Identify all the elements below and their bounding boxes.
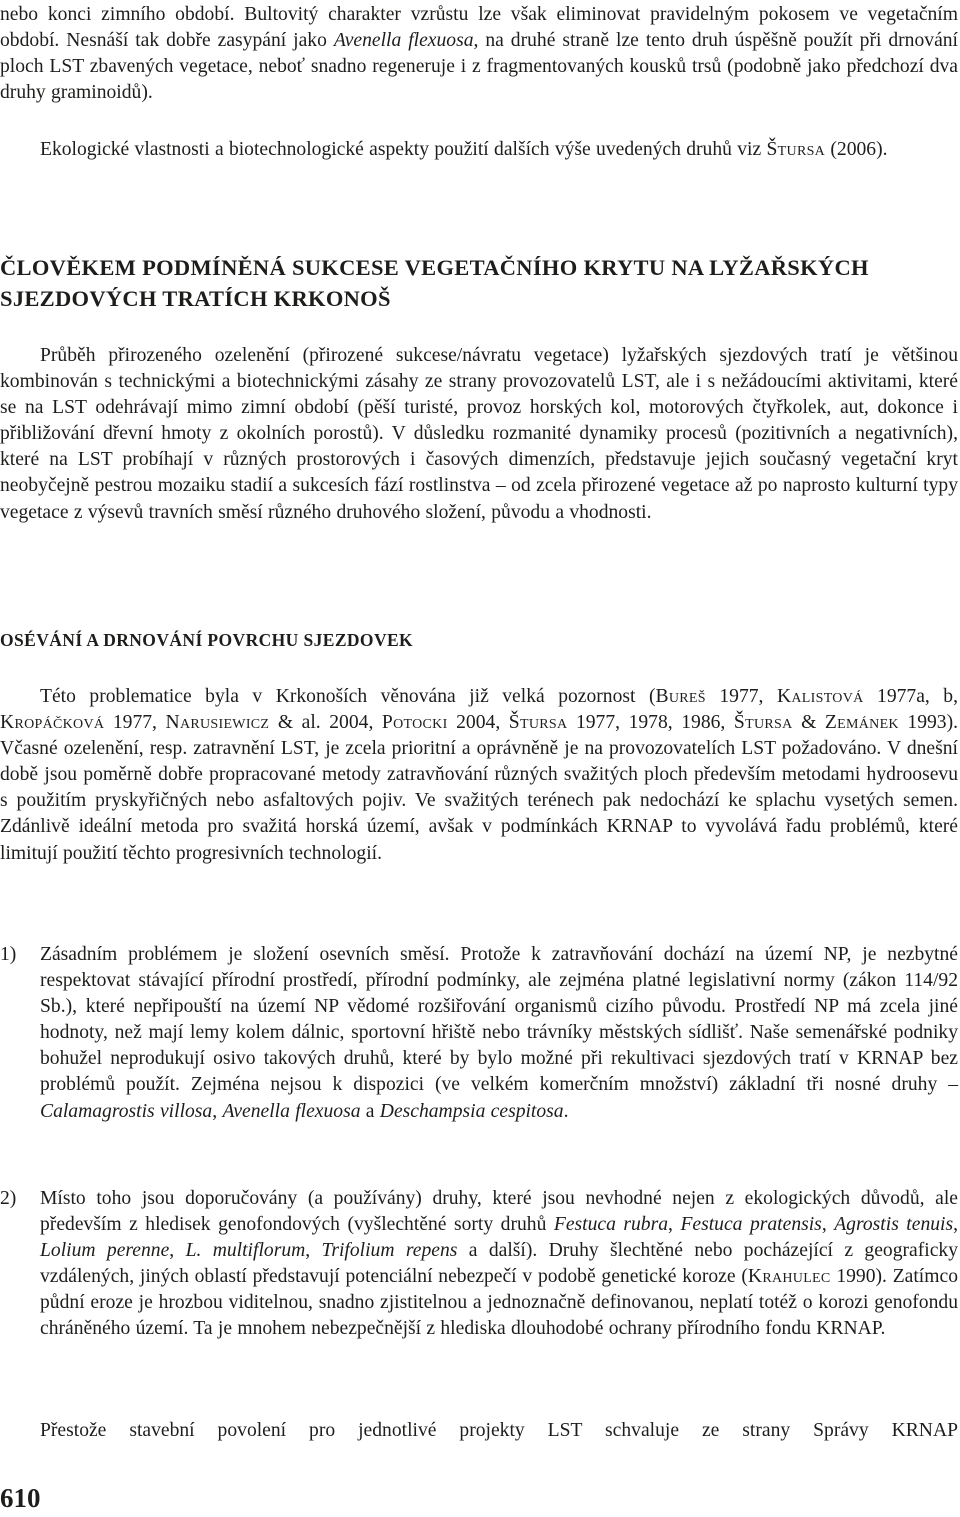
italic-text: Agrostis tenuis [834, 1214, 954, 1236]
list-item-text [40, 942, 958, 1125]
text-run: & [792, 712, 825, 734]
list-item-text [40, 1186, 958, 1343]
author-name: Kropáčková [0, 712, 105, 734]
list-item-number: 2) [0, 1188, 17, 1209]
text-run: Průběh přirozeného ozelenění (přirozené sukcese/návratu vegetace) lyžařských sjezdových tratí je většinou kombinován s technickými a biotechnickými zásahy ze strany provozovatelů LST, ale i s nežádoucími aktivitami, které se na LST odehrávají mimo zimní období (pěší turisté, provoz horských kol, motorových čtyřkolek, aut, dokonce i přibližování dřevní hmoty z okolních porostů). V důsledku rozmanité dynamiky procesů (pozitivních a negativních), které na LST probíhají v různých prostorových i časových dimenzích, představuje jejich současný vegetační kryt neobyčejně pestrou mozaiku stadií a sukcesích fází rostlinstva – od zcela přirozené vegetace až po naprosto kulturní typy vegetace z výsevů travních směsí různého druhového složení, původu a vhodnosti. [0, 345, 958, 523]
author-name: Štursa [508, 712, 568, 734]
italic-text: L. multiflorum [185, 1240, 306, 1262]
text-run: , [953, 1214, 959, 1236]
italic-text: Deschampsia cespitosa [379, 1100, 564, 1122]
italic-text: Festuca rubra [553, 1214, 669, 1236]
author-name: Zemánek [824, 712, 899, 734]
text-run: , [821, 1214, 835, 1236]
continuation-paragraph: Přestože stavební povolení pro jednotlivé projekty LST schvaluje ze strany Správy KRNAP [40, 1420, 958, 1441]
italic-text: Festuca pratensis [680, 1214, 822, 1236]
text-run: 1977, 1978, 1986, [567, 712, 734, 734]
section-paragraph-1 [0, 343, 958, 526]
author-name: Kalistová [776, 686, 864, 707]
text-run: Ekologické vlastnosti a biotechnologické aspekty použití dalších výše uvedených druhů viz [40, 139, 767, 160]
author-name: Štursa [766, 139, 826, 160]
italic-text: Lolium perenne [40, 1240, 170, 1262]
text-run: Této problematice byla v Krkonoších věnována již velká pozornost ( [40, 686, 656, 707]
text-run: (2006). [825, 139, 888, 160]
text-run: 1977, [104, 712, 166, 734]
author-name: Narusiewicz [165, 712, 270, 734]
text-run: , [305, 1240, 322, 1262]
text-run: Místo toho jsou doporučovány (a používány) druhy, které jsou nevhodné nejen z ekologických důvodů, ale především z hledisek genofondových (vyšlechtěné sorty druhů [40, 1188, 958, 1236]
subsection-paragraph-1 [0, 684, 958, 867]
italic-text: Avenella flexuosa [333, 30, 474, 52]
italic-text: Calamagrostis villosa [40, 1100, 213, 1122]
author-name: Štursa [733, 712, 793, 734]
text-run: 1977a, b, [863, 686, 959, 707]
text-run: nebo konci zimního období. Bultovitý charakter vzrůstu lze však eliminovat pravidelným pokosem ve vegetačním období. Nesnáší tak dobře zasypání jako [0, 4, 958, 52]
text-run: 1990). Zatímco půdní eroze je hrozbou viditelnou, snadno zjistitelnou a jednoznačně definovanou, neplatí totéž o korozi genofondu chráněného území. Ta je mnohem nebezpečnější z hlediska dlouhodobé ochrany přírodního fondu KRNAP. [40, 1266, 958, 1340]
intro-paragraph-1 [0, 2, 958, 106]
text-run: 1993). Včasné ozelenění, resp. zatravnění LST, je zcela prioritní a oprávněně je na provozovatelích LST požadováno. V dnešní době jsou poměrně dobře propracované metody zatravňování různých svažitých ploch především metodami hydroosevu s použitím pryskyřičných nebo asfaltových pojiv. Ve svažitých terénech pak nedochází ke splachu vysetých semen. Zdánlivě ideální metoda pro svažitá horská území, avšak v podmínkách KRNAP to vyvolává řadu problémů, které limitují použití těchto progresivních technologií. [0, 712, 959, 864]
subsection-heading: OSÉVÁNÍ A DRNOVÁNÍ POVRCHU SJEZDOVEK [0, 630, 414, 650]
author-name: Bureš [655, 686, 706, 707]
intro-paragraph-2 [0, 137, 958, 163]
section-heading: ČLOVĚKEM PODMÍNĚNÁ SUKCESE VEGETAČNÍHO KRYTU NA LYŽAŘSKÝCH SJEZDOVÝCH TRATÍCH KRKONOŠ [0, 255, 869, 311]
text-run: Zásadním problémem je složení osevních směsí. Protože k zatravňování dochází na území NP, je nezbytné respektovat stávající přírodní prostředí, přírodní podmínky, ale zejména platné legislativní normy (zákon 114/92 Sb.), které nepřipouští na území NP vědomé rozšiřování organismů cizího původu. Prostředí NP má zcela jiné hodnoty, než mají lemy kolem dálnic, sportovní hřiště nebo trávníky městských sídlišť. Naše semenářské podniky bohužel neprodukují osivo takových druhů, které by bylo možné při rekultivaci sjezdových tratí v KRNAP bez problémů použít. Zejména nejsou k dispozici (ve velkém komerčním množství) základní tři nosné druhy – [40, 944, 958, 1096]
author-name: Krahulec [747, 1266, 831, 1288]
text-run: & al. 2004, [269, 712, 382, 734]
author-name: Potocki [381, 712, 448, 734]
text-run: a [360, 1100, 380, 1122]
text-run: , [212, 1100, 223, 1122]
italic-text: Avenella flexuosa [222, 1100, 361, 1122]
text-run: 2004, [447, 712, 509, 734]
text-run: , na druhé straně lze tento druh úspěšně použít při drnování ploch LST zbavených vegetace, neboť snadno regeneruje i z fragmentovaných kousků trsů (podobně jako předchozí dva druhy graminoidů). [0, 30, 959, 104]
text-run: . [563, 1100, 569, 1122]
text-run: , [169, 1240, 186, 1262]
italic-text: Trifolium repens [321, 1240, 458, 1262]
text-run: , [668, 1214, 681, 1236]
text-run: a další). Druhy šlechtěné nebo pocházející z geograficky vzdálených, jiných oblastí představují potenciální nebezpečí v podobě genetické koroze ( [40, 1240, 958, 1288]
list-item-number: 1) [0, 944, 17, 965]
page-number: 610 [0, 1483, 41, 1513]
text-run: 1977, [705, 686, 777, 707]
